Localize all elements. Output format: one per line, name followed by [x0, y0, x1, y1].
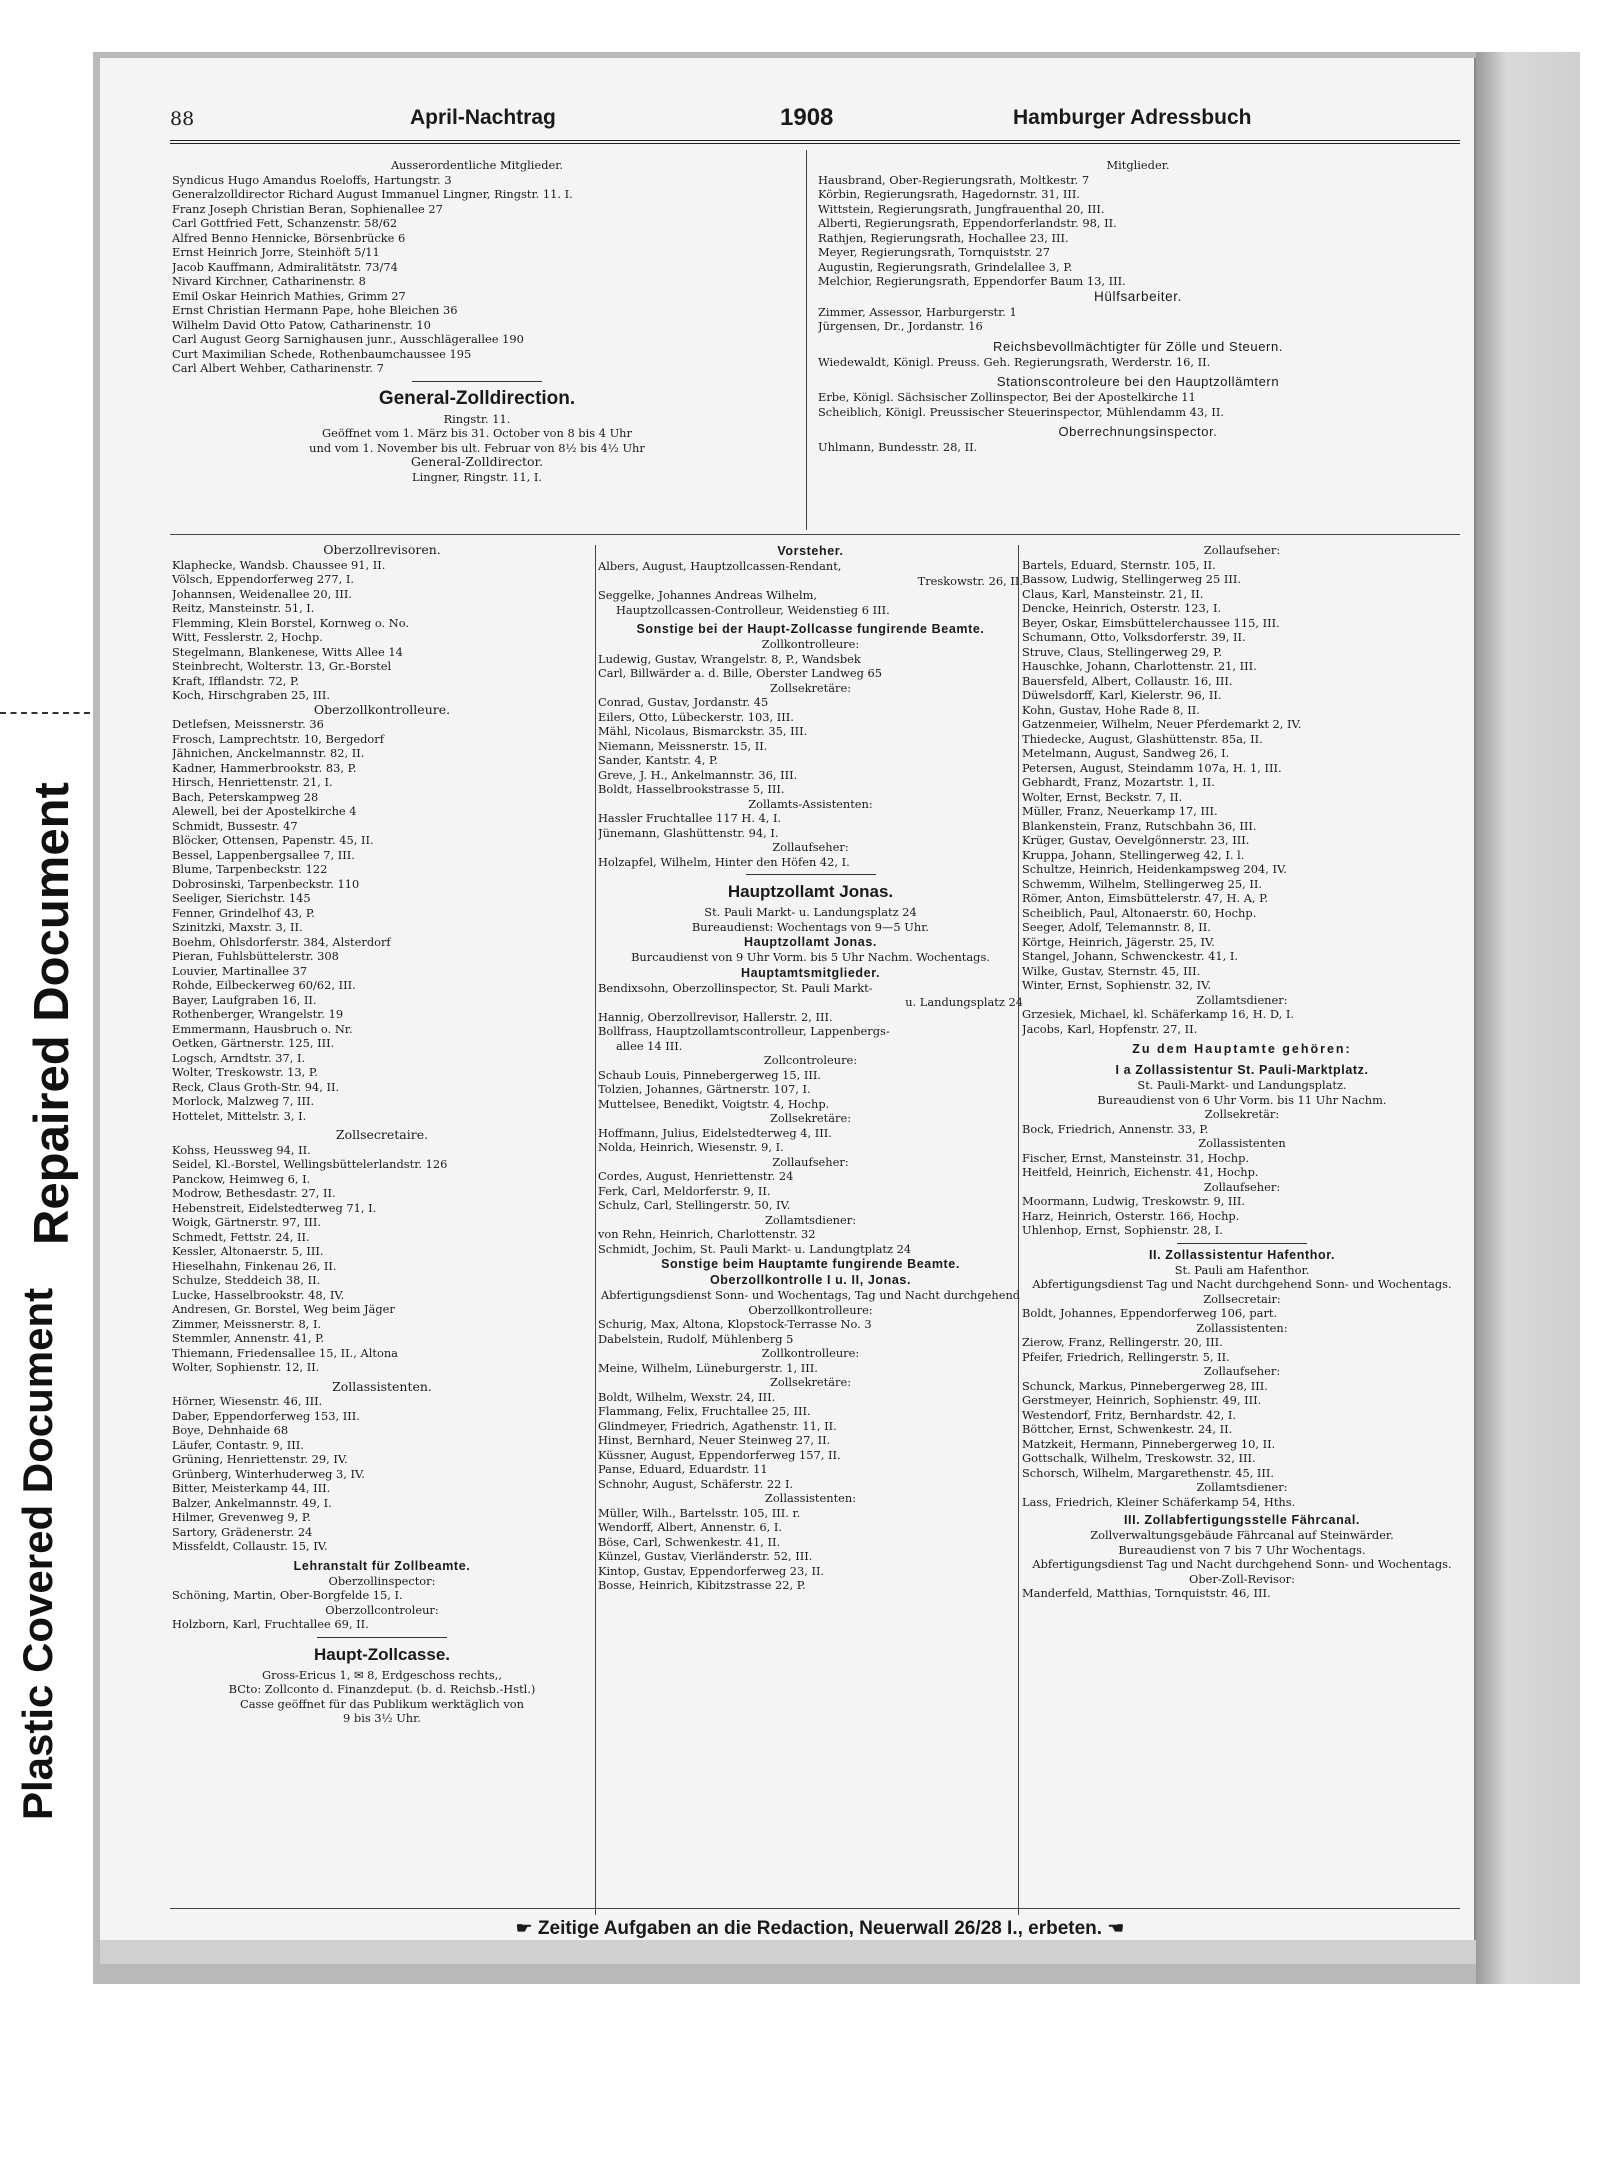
list-item: Boldt, Wilhelm, Wexstr. 24, III.: [598, 1389, 776, 1404]
list-item: Schurig, Max, Altona, Klopstock-Terrasse No. 3: [598, 1317, 872, 1331]
list-item: Wilke, Gustav, Sternstr. 45, III.: [1022, 963, 1201, 978]
address: St. Pauli Markt- u. Landungsplatz 24: [704, 905, 917, 919]
subsection-heading: Zollcontroleure:: [763, 1053, 858, 1067]
list-item: Seidel, Kl.-Borstel, Wellingsbüttelerlandstr. 126: [172, 1157, 448, 1171]
list-item: Carl, Billwärder a. d. Bille, Oberster Landweg 65: [598, 666, 882, 680]
short-rule: [1177, 1243, 1307, 1244]
opening-hours: Geöffnet vom 1. März bis 31. October von 8 bis 4 Uhr: [322, 426, 632, 440]
subsection-heading: Zollkontrolleure:: [761, 637, 860, 651]
list-item: Hieselhahn, Finkenau 26, II.: [172, 1258, 337, 1273]
subsection-heading: Zollassistenten:: [764, 1491, 857, 1505]
list-item: Meine, Wilhelm, Lüneburgerstr. 1, III.: [598, 1360, 818, 1375]
repaired-document-label: Repaired Document: [25, 782, 79, 1245]
list-item: Pfeifer, Friedrich, Rellingerstr. 5, II.: [1022, 1349, 1230, 1364]
running-head-year: 1908: [780, 104, 834, 131]
list-item: Johannsen, Weidenallee 20, III.: [172, 586, 352, 601]
list-item: Hinst, Bernhard, Neuer Steinweg 27, II.: [598, 1433, 831, 1447]
list-item: Hausbrand, Ober-Regierungsrath, Moltkestr. 7: [818, 172, 1090, 187]
list-item: Sartory, Grädenerstr. 24: [172, 1524, 313, 1539]
page-edge-shadow: [1476, 52, 1580, 1984]
list-item: Carl Albert Wehber, Catharinenstr. 7: [172, 361, 384, 375]
list-item: Bosse, Heinrich, Kibitzstrasse 22, P.: [598, 1578, 806, 1592]
address: Zollverwaltungsgebäude Fährcanal auf Steinwärder.: [1090, 1528, 1394, 1542]
list-item: Alberti, Regierungsrath, Eppendorferlandstr. 98, II.: [818, 216, 1117, 230]
list-item: Balzer, Ankelmannstr. 49, I.: [172, 1495, 332, 1510]
list-item: Boehm, Ohlsdorferstr. 384, Alsterdorf: [172, 934, 391, 949]
section-heading: Sonstige bei der Haupt-Zollcasse fungirende Beamte.: [636, 622, 985, 636]
list-item: Kohss, Heussweg 94, II.: [172, 1142, 311, 1157]
list-item: Lingner, Ringstr. 11, I.: [412, 469, 542, 484]
list-item: Klaphecke, Wandsb. Chaussee 91, II.: [172, 557, 386, 572]
list-item: Wolter, Treskowstr. 13, P.: [172, 1065, 318, 1079]
list-item: Eilers, Otto, Lübeckerstr. 103, III.: [598, 709, 794, 724]
subsection-heading: Zollaufseher:: [1203, 543, 1281, 557]
list-item: Rathjen, Regierungsrath, Hochallee 23, III.: [818, 230, 1069, 245]
list-item: Jürgensen, Dr., Jordanstr. 16: [818, 319, 983, 333]
list-item: Dencke, Heinrich, Osterstr. 123, I.: [1022, 601, 1222, 615]
right-column: [1022, 543, 1462, 1601]
list-item: Nolda, Heinrich, Wiesenstr. 9, I.: [598, 1140, 784, 1154]
section-heading: Zu dem Hauptamte gehören:: [1132, 1042, 1352, 1056]
list-item: Sander, Kantstr. 4, P.: [598, 753, 718, 767]
opening-hours: Bureaudienst: Wochentags von 9—5 Uhr.: [691, 919, 930, 934]
plastic-covered-document-label: Plastic Covered Document: [14, 1287, 61, 1820]
pointing-hand-right-icon: ☚: [1107, 1920, 1125, 1937]
list-item: Muttelsee, Benedikt, Voigtstr. 4, Hochp.: [598, 1096, 830, 1111]
section-heading: Hauptamtsmitglieder.: [740, 965, 881, 980]
list-item: Uhlenhop, Ernst, Sophienstr. 28, I.: [1022, 1223, 1223, 1237]
list-item: Scheiblich, Paul, Altonaerstr. 60, Hochp.: [1022, 905, 1257, 920]
list-item: Wilhelm David Otto Patow, Catharinenstr. 10: [172, 317, 431, 332]
footer-text: Zeitige Aufgaben an die Redaction, Neuerwall 26/28 I., erbeten.: [537, 1918, 1103, 1939]
subsection-heading: Zollsekretäre:: [769, 680, 852, 695]
list-item: Albers, August, Hauptzollcassen-Rendant,: [598, 559, 842, 573]
list-item: Schumann, Otto, Volksdorferstr. 39, II.: [1022, 630, 1246, 644]
list-item: Grünberg, Winterhuderweg 3, IV.: [172, 1466, 365, 1481]
list-item: Krüger, Gustav, Oevelgönnerstr. 23, III.: [1022, 833, 1250, 847]
list-item: Hauschke, Johann, Charlottenstr. 21, III.: [1022, 659, 1257, 673]
list-item: Hörner, Wiesenstr. 46, III.: [172, 1394, 323, 1408]
subsection-heading: Zollsekretäre:: [769, 1111, 852, 1125]
list-item: Emmermann, Hausbruch o. Nr.: [172, 1021, 353, 1036]
list-item: Treskowstr. 26, II.: [917, 573, 1023, 588]
list-item: Carl August Georg Sarnighausen junr., Ausschlägerallee 190: [172, 332, 524, 346]
running-head-right: Hamburger Adressbuch: [1013, 106, 1252, 129]
list-item: Römer, Anton, Eimsbüttelerstr. 47, H. A, P.: [1022, 891, 1269, 905]
list-item: Mähl, Nicolaus, Bismarckstr. 35, III.: [598, 724, 808, 738]
list-item: Boldt, Johannes, Eppendorferweg 106, part.: [1022, 1306, 1278, 1320]
list-item: Claus, Karl, Mansteinstr. 21, II.: [1022, 586, 1204, 601]
column-divider-left: [595, 545, 596, 1915]
list-item: Wendorff, Albert, Annenstr. 6, I.: [598, 1520, 782, 1534]
section-title: Hauptzollamt Jonas.: [727, 882, 894, 901]
list-item: Bock, Friedrich, Annenstr. 33, P.: [1022, 1121, 1209, 1136]
section-heading: Lehranstalt für Zollbeamte.: [293, 1558, 471, 1573]
list-item: Missfeldt, Collaustr. 15, IV.: [172, 1539, 328, 1553]
list-item: Detlefsen, Meissnerstr. 36: [172, 717, 324, 731]
list-item: Schultze, Heinrich, Heidenkampsweg 204, IV.: [1022, 862, 1287, 876]
subsection-heading: General-Zolldirector.: [410, 454, 544, 469]
list-item: Matzkeit, Hermann, Pinnebergerweg 10, II.: [1022, 1436, 1276, 1451]
list-item: Woigk, Gärtnerstr. 97, III.: [172, 1215, 322, 1229]
list-item: Hebenstreit, Eidelstedterweg 71, I.: [172, 1200, 377, 1215]
list-item: Kraft, Ifflandstr. 72, P.: [172, 673, 300, 688]
running-head-left: April-Nachtrag: [410, 106, 556, 129]
page-number: 88: [170, 108, 195, 130]
list-item: Thiedecke, August, Glashüttenstr. 85a, II.: [1022, 731, 1263, 746]
list-item: Syndicus Hugo Amandus Roeloffs, Hartungstr. 3: [172, 172, 452, 187]
footer-rule: [170, 1908, 1460, 1909]
list-item: Kruppa, Johann, Stellingerweg 42, I. l.: [1022, 847, 1245, 862]
list-item: Hilmer, Grevenweg 9, P.: [172, 1510, 311, 1524]
list-item: Holzapfel, Wilhelm, Hinter den Höfen 42, I.: [598, 854, 850, 869]
list-item: Stegelmann, Blankenese, Witts Allee 14: [172, 644, 403, 659]
list-item: Conrad, Gustav, Jordanstr. 45: [598, 695, 769, 709]
list-item: Körbin, Regierungsrath, Hagedornstr. 31, III.: [818, 187, 1081, 201]
subsection-heading: Zollsekretäre:: [769, 1375, 852, 1389]
list-item: Zimmer, Assessor, Harburgerstr. 1: [818, 304, 1017, 319]
pointing-hand-left-icon: ☛: [515, 1920, 533, 1937]
list-item: Steinbrecht, Wolterstr. 13, Gr.-Borstel: [172, 659, 392, 673]
list-item: Schnohr, August, Schäferstr. 22 I.: [598, 1476, 794, 1491]
section-title: Haupt-Zollcasse.: [313, 1644, 451, 1664]
info-line: BCto: Zollconto d. Finanzdeput. (b. d. Reichsb.-Hstl.): [228, 1682, 536, 1696]
list-item: Curt Maximilian Schede, Rothenbaumchaussee 195: [172, 346, 472, 361]
list-item: u. Landungsplatz 24: [905, 995, 1023, 1009]
section-heading: III. Zollabfertigungsstelle Fährcanal.: [1123, 1513, 1361, 1527]
list-item: Körtge, Heinrich, Jägerstr. 25, IV.: [1022, 934, 1215, 949]
list-item: Gottschalk, Wilhelm, Treskowstr. 32, III.: [1022, 1451, 1256, 1465]
subsection-heading: Zollamts-Assistenten:: [748, 796, 873, 811]
list-item: Schwemm, Wilhelm, Stellingerweg 25, II.: [1022, 876, 1263, 891]
section-heading: II. Zollassistentur Hafenthor.: [1148, 1247, 1336, 1262]
section-heading: Mitglieder.: [1106, 158, 1170, 172]
short-rule: [746, 874, 876, 875]
list-item: Schorsch, Wilhelm, Margarethenstr. 45, III.: [1022, 1465, 1275, 1480]
subsection-heading: Zollamtsdiener:: [764, 1212, 857, 1227]
list-item: Emil Oskar Heinrich Mathies, Grimm 27: [172, 288, 406, 303]
list-item: Winter, Ernst, Sophienstr. 32, IV.: [1022, 978, 1211, 992]
list-item: Gatzenmeier, Wilhelm, Neuer Pferdemarkt 2, IV.: [1022, 717, 1302, 731]
list-item: Reck, Claus Groth-Str. 94, II.: [172, 1079, 340, 1094]
list-item: Schmedt, Fettstr. 24, II.: [172, 1229, 310, 1244]
list-item: Flemming, Klein Borstel, Kornweg o. No.: [172, 615, 410, 630]
subsection-heading: Zollsekretär:: [1204, 1107, 1280, 1121]
subsection-heading: Zollamtsdiener:: [1196, 992, 1288, 1007]
address: Ringstr. 11.: [443, 411, 511, 426]
short-rule: [412, 381, 542, 382]
opening-hours: und vom 1. November bis ult. Februar von 8½ bis 4½ Uhr: [309, 440, 645, 455]
list-item: Kintop, Gustav, Eppendorferweg 23, II.: [598, 1563, 825, 1578]
list-item: Hirsch, Henriettenstr. 21, I.: [172, 775, 333, 789]
list-item: Wittstein, Regierungsrath, Jungfrauenthal 20, III.: [818, 201, 1105, 216]
subsection-heading: Zollassistenten: [1198, 1136, 1286, 1150]
top-column-divider: [806, 150, 807, 530]
list-item: Küssner, August, Eppendorferweg 157, II.: [598, 1447, 841, 1462]
list-item: Bartels, Eduard, Sternstr. 105, II.: [1022, 557, 1216, 572]
list-item: Wolter, Ernst, Beckstr. 7, II.: [1022, 789, 1183, 804]
list-item: Hannig, Oberzollrevisor, Hallerstr. 2, III.: [598, 1009, 833, 1024]
section-heading: Oberzollrevisoren.: [323, 542, 441, 557]
top-right-column: [818, 158, 1458, 455]
list-item: Daber, Eppendorferweg 153, III.: [172, 1408, 360, 1423]
list-item: Schmidt, Bussestr. 47: [172, 818, 298, 833]
list-item: Wolter, Sophienstr. 12, II.: [172, 1360, 320, 1374]
list-item: Holzborn, Karl, Fruchtallee 69, II.: [172, 1617, 369, 1631]
list-item: Ernst Heinrich Jorre, Steinhöft 5/11: [172, 245, 380, 259]
list-item: Gebhardt, Franz, Mozartstr. 1, II.: [1022, 775, 1215, 789]
list-item: Rothenberger, Wrangelstr. 19: [172, 1007, 344, 1021]
section-heading: Hauptzollamt Jonas.: [744, 935, 877, 949]
section-heading: Oberzollkontrolleure.: [313, 701, 451, 717]
opening-hours: Bureaudienst von 7 bis 7 Uhr Wochentags.: [1118, 1542, 1366, 1557]
section-heading: I a Zollassistentur St. Pauli-Marktplatz.: [1115, 1063, 1369, 1077]
subsection-heading: Ober-Zoll-Revisor:: [1189, 1571, 1295, 1586]
section-heading: Sonstige beim Hauptamte fungirende Beamte.: [661, 1257, 960, 1271]
list-item: Augustin, Regierungsrath, Grindelallee 3, P.: [818, 259, 1073, 274]
section-heading: Ausserordentliche Mitglieder.: [390, 158, 564, 172]
opening-hours: Burcaudienst von 9 Uhr Vorm. bis 5 Uhr Nachm. Wochentags.: [631, 950, 990, 964]
section-heading: Zollassistenten.: [332, 1378, 432, 1394]
list-item: Franz Joseph Christian Beran, Sophienallee 27: [172, 201, 443, 216]
subsection-heading: Zollaufseher:: [1203, 1364, 1281, 1378]
list-item: Andresen, Gr. Borstel, Weg beim Jäger: [172, 1302, 395, 1316]
list-item: Kohn, Gustav, Hohe Rade 8, II.: [1022, 702, 1200, 717]
list-item: Harz, Heinrich, Osterstr. 166, Hochp.: [1022, 1208, 1240, 1223]
list-item: Blöcker, Ottensen, Papenstr. 45, II.: [172, 833, 374, 847]
list-item: Stangel, Johann, Schwenckestr. 41, I.: [1022, 949, 1238, 963]
list-item: Fischer, Ernst, Mansteinstr. 31, Hochp.: [1022, 1150, 1249, 1165]
top-left-column: [172, 158, 782, 484]
list-item: Glindmeyer, Friedrich, Agathenstr. 11, II.: [598, 1418, 837, 1433]
address: Gross-Ericus 1, ✉ 8, Erdgeschoss rechts,,: [261, 1667, 503, 1682]
list-item: Bayer, Laufgraben 16, II.: [172, 992, 317, 1007]
list-item: Ludewig, Gustav, Wrangelstr. 8, P., Wandsbek: [598, 651, 861, 666]
list-item: Lass, Friedrich, Kleiner Schäferkamp 54, Hths.: [1022, 1494, 1296, 1509]
list-item: allee 14 III.: [616, 1038, 683, 1053]
subsection-heading: Oberzollcontroleur:: [325, 1602, 439, 1617]
page-bottom-margin: [100, 1940, 1476, 1964]
list-item: Hassler Fruchtallee 117 H. 4, I.: [598, 811, 782, 825]
list-item: Ferk, Carl, Meldorferstr. 9, II.: [598, 1183, 771, 1198]
list-item: Schulz, Carl, Stellingerstr. 50, IV.: [598, 1198, 791, 1212]
list-item: Boldt, Hasselbrookstrasse 5, III.: [598, 782, 785, 796]
list-item: Bauersfeld, Albert, Collaustr. 16, III.: [1022, 673, 1233, 688]
list-item: Nivard Kirchner, Catharinenstr. 8: [172, 274, 366, 288]
list-item: von Rehn, Heinrich, Charlottenstr. 32: [598, 1227, 816, 1241]
list-item: Jähnichen, Anckelmannstr. 82, II.: [172, 746, 365, 760]
info-line: 9 bis 3½ Uhr.: [343, 1711, 421, 1725]
info-line: Casse geöffnet für das Publikum werktäglich von: [240, 1696, 524, 1711]
list-item: Oetken, Gärtnerstr. 125, III.: [172, 1036, 335, 1050]
footer-notice: [390, 1917, 1250, 1940]
list-item: Böse, Carl, Schwenkestr. 41, II.: [598, 1534, 781, 1549]
list-item: Jünemann, Glashüttenstr. 94, I.: [598, 825, 779, 840]
list-item: Uhlmann, Bundesstr. 28, II.: [818, 440, 978, 454]
subsection-heading: Zollsecretair:: [1203, 1291, 1281, 1306]
subsection-heading: Zollaufseher:: [772, 840, 849, 854]
list-item: Fenner, Grindelhof 43, P.: [172, 905, 315, 920]
list-item: Läufer, Contastr. 9, III.: [172, 1437, 304, 1452]
list-item: Seeliger, Sierichstr. 145: [172, 891, 311, 905]
list-item: Boye, Dehnhaide 68: [172, 1423, 289, 1437]
short-rule: [317, 1637, 447, 1638]
list-item: Thiemann, Friedensallee 15, II., Altona: [172, 1345, 398, 1360]
list-item: Zimmer, Meissnerstr. 8, I.: [172, 1316, 322, 1331]
list-item: Generalzolldirector Richard August Immanuel Lingner, Ringstr. 11. I.: [172, 187, 573, 201]
list-item: Schulze, Steddeich 38, II.: [172, 1273, 321, 1287]
subsection-heading: Zollamtsdiener:: [1196, 1480, 1288, 1494]
list-item: Künzel, Gustav, Vierländerstr. 52, III.: [598, 1549, 813, 1563]
list-item: Bitter, Meisterkamp 44, III.: [172, 1481, 331, 1495]
list-item: Scheiblich, Königl. Preussischer Steuerinspector, Mühlendamm 43, II.: [818, 404, 1225, 419]
list-item: Niemann, Meissnerstr. 15, II.: [598, 738, 768, 753]
opening-hours: Abfertigungsdienst Tag und Nacht durchgehend Sonn- und Wochentags.: [1032, 1277, 1452, 1291]
subsection-heading: Zollaufseher:: [772, 1154, 849, 1169]
member-list: [172, 173, 782, 376]
list-item: Grzesiek, Michael, kl. Schäferkamp 16, H. D, I.: [1022, 1007, 1295, 1021]
list-item: Metelmann, August, Sandweg 26, I.: [1022, 746, 1230, 760]
side-labels: [0, 0, 90, 2177]
list-item: Petersen, August, Steindamm 107a, H. 1, III.: [1022, 760, 1282, 775]
opening-hours: Bureaudienst von 6 Uhr Vorm. bis 11 Uhr Nachm.: [1097, 1092, 1387, 1107]
list-item: Alewell, bei der Apostelkirche 4: [172, 804, 357, 818]
list-item: Reitz, Mansteinstr. 51, I.: [172, 601, 315, 615]
list-item: Hauptzollcassen-Controlleur, Weidenstieg 6 III.: [616, 602, 890, 617]
list-item: Panckow, Heimweg 6, I.: [172, 1171, 311, 1186]
list-item: Witt, Fesslerstr. 2, Hochp.: [172, 630, 323, 644]
section-heading: Reichsbevollmächtigter für Zölle und Steuern.: [992, 338, 1284, 354]
subsection-heading: Oberzollkontrolleure:: [748, 1302, 873, 1317]
list-item: Morlock, Malzweg 7, III.: [172, 1094, 315, 1108]
list-item: Westendorf, Fritz, Bernhardstr. 42, I.: [1022, 1407, 1236, 1422]
list-item: Carl Gottfried Fett, Schanzenstr. 58/62: [172, 216, 398, 230]
list-item: Böttcher, Ernst, Schwenkestr. 24, II.: [1022, 1422, 1233, 1436]
list-item: Stemmler, Annenstr. 41, P.: [172, 1331, 325, 1345]
list-item: Bendixsohn, Oberzollinspector, St. Pauli Markt-: [598, 980, 873, 995]
list-item: Moormann, Ludwig, Treskowstr. 9, III.: [1022, 1194, 1246, 1208]
list-item: Wiedewaldt, Königl. Preuss. Geh. Regierungsrath, Werderstr. 16, II.: [818, 354, 1211, 369]
list-item: Szinitzki, Maxstr. 3, II.: [172, 920, 303, 934]
left-column: [172, 543, 592, 1726]
list-item: Struve, Claus, Stellingerweg 29, P.: [1022, 644, 1223, 659]
opening-hours: Abfertigungsdienst Tag und Nacht durchgehend Sonn- und Wochentags.: [1032, 1557, 1452, 1571]
list-item: Schmidt, Jochim, St. Pauli Markt- u. Landungtplatz 24: [598, 1241, 912, 1256]
list-item: Schaub Louis, Pinnebergerweg 15, III.: [598, 1067, 821, 1082]
list-item: Panse, Eduard, Eduardstr. 11: [598, 1462, 768, 1476]
list-item: Kadner, Hammerbrookstr. 83, P.: [172, 760, 357, 775]
list-item: Tolzien, Johannes, Gärtnerstr. 107, I.: [598, 1082, 811, 1096]
cut-line-divider: [0, 712, 90, 714]
opening-hours: Abfertigungsdienst Sonn- und Wochentags, Tag und Nacht durchgehend: [600, 1288, 1021, 1302]
list-item: Kessler, Altonaerstr. 5, III.: [172, 1244, 324, 1258]
section-heading: Hülfsarbeiter.: [1094, 288, 1182, 304]
list-item: Blume, Tarpenbeckstr. 122: [172, 862, 328, 876]
list-item: Pieran, Fuhlsbüttelerstr. 308: [172, 949, 339, 963]
section-heading: Oberzollkontrolle I u. II, Jonas.: [709, 1273, 912, 1287]
list-item: Seeger, Adolf, Telemannstr. 8, II.: [1022, 920, 1211, 934]
header-rule: [170, 140, 1460, 144]
section-heading: Vorsteher.: [777, 544, 844, 558]
subsection-heading: Oberzollinspector:: [328, 1573, 436, 1588]
list-item: Manderfeld, Matthias, Tornquiststr. 46, III.: [1022, 1586, 1271, 1600]
list-item: Cordes, August, Henriettenstr. 24: [598, 1169, 794, 1183]
list-item: Flammang, Felix, Fruchtallee 25, III.: [598, 1404, 811, 1418]
list-item: Frosch, Lamprechtstr. 10, Bergedorf: [172, 731, 384, 746]
list-item: Greve, J. H., Ankelmannstr. 36, III.: [598, 767, 798, 782]
list-item: Melchior, Regierungsrath, Eppendorfer Baum 13, III.: [818, 274, 1126, 288]
list-item: Bach, Peterskampweg 28: [172, 789, 319, 804]
list-item: Bessel, Lappenbergsallee 7, III.: [172, 847, 355, 862]
section-heading: Zollsecretaire.: [335, 1127, 429, 1142]
section-title: General-Zolldirection.: [378, 387, 576, 409]
list-item: Müller, Franz, Neuerkamp 17, III.: [1022, 804, 1218, 818]
middle-column: [598, 543, 1023, 1593]
list-item: Blankenstein, Franz, Rutschbahn 36, III.: [1022, 818, 1257, 833]
list-item: Ernst Christian Hermann Pape, hohe Bleichen 36: [172, 303, 458, 317]
list-item: Schunck, Markus, Pinnebergerweg 28, III.: [1022, 1378, 1268, 1393]
list-item: Logsch, Arndtstr. 37, I.: [172, 1050, 306, 1065]
list-item: Grüning, Henriettenstr. 29, IV.: [172, 1452, 348, 1466]
list-item: Gerstmeyer, Heinrich, Sophienstr. 49, III.: [1022, 1393, 1262, 1407]
subsection-heading: Zollkontrolleure:: [761, 1346, 860, 1360]
list-item: Heitfeld, Heinrich, Eichenstr. 41, Hochp.: [1022, 1165, 1259, 1179]
section-heading: Stationscontroleure bei den Hauptzollämtern: [996, 374, 1280, 389]
section-heading: Oberrechnungsinspector.: [1058, 424, 1218, 439]
list-item: Schöning, Martin, Ober-Borgfelde 15, I.: [172, 1588, 403, 1602]
list-item: Völsch, Eppendorferweg 277, I.: [172, 572, 354, 586]
list-item: Koch, Hirschgraben 25, III.: [172, 688, 330, 702]
list-item: Beyer, Oskar, Eimsbüttelerchaussee 115, III.: [1022, 615, 1280, 630]
list-item: Jacob Kauffmann, Admiralitätstr. 73/74: [172, 259, 398, 274]
list-item: Meyer, Regierungsrath, Tornquiststr. 27: [818, 245, 1051, 259]
list-item: Bassow, Ludwig, Stellingerweg 25 III.: [1022, 572, 1241, 586]
subsection-heading: Zollassistenten:: [1196, 1320, 1288, 1335]
list-item: Dabelstein, Rudolf, Mühlenberg 5: [598, 1331, 794, 1346]
list-item: Alfred Benno Hennicke, Börsenbrücke 6: [172, 230, 406, 245]
list-item: Rohde, Eilbeckerweg 60/62, III.: [172, 978, 356, 992]
list-item: Louvier, Martinallee 37: [172, 963, 308, 978]
list-item: Düwelsdorff, Karl, Kielerstr. 96, II.: [1022, 688, 1222, 702]
section-divider: [170, 534, 1460, 535]
address: St. Pauli am Hafenthor.: [1174, 1262, 1310, 1277]
list-item: Modrow, Bethesdastr. 27, II.: [172, 1186, 336, 1200]
list-item: Lucke, Hasselbrookstr. 48, IV.: [172, 1287, 345, 1302]
list-item: Müller, Wilh., Bartelsstr. 105, III. r.: [598, 1505, 801, 1520]
list-item: Seggelke, Johannes Andreas Wilhelm,: [598, 588, 818, 602]
list-item: Erbe, Königl. Sächsischer Zollinspector, Bei der Apostelkirche 11: [818, 390, 1196, 404]
list-item: Hoffmann, Julius, Eidelstedterweg 4, III.: [598, 1125, 832, 1140]
list-item: Dobrosinski, Tarpenbeckstr. 110: [172, 876, 360, 891]
list-item: Hottelet, Mittelstr. 3, I.: [172, 1108, 307, 1123]
running-head: [170, 100, 1460, 140]
list-item: Bollfrass, Hauptzollamtscontrolleur, Lappenbergs-: [598, 1024, 890, 1038]
address: St. Pauli-Markt- und Landungsplatz.: [1137, 1078, 1347, 1092]
list-item: Zierow, Franz, Rellingerstr. 20, III.: [1022, 1335, 1223, 1349]
subsection-heading: Zollaufseher:: [1203, 1179, 1281, 1194]
list-item: Jacobs, Karl, Hopfenstr. 27, II.: [1022, 1021, 1198, 1036]
